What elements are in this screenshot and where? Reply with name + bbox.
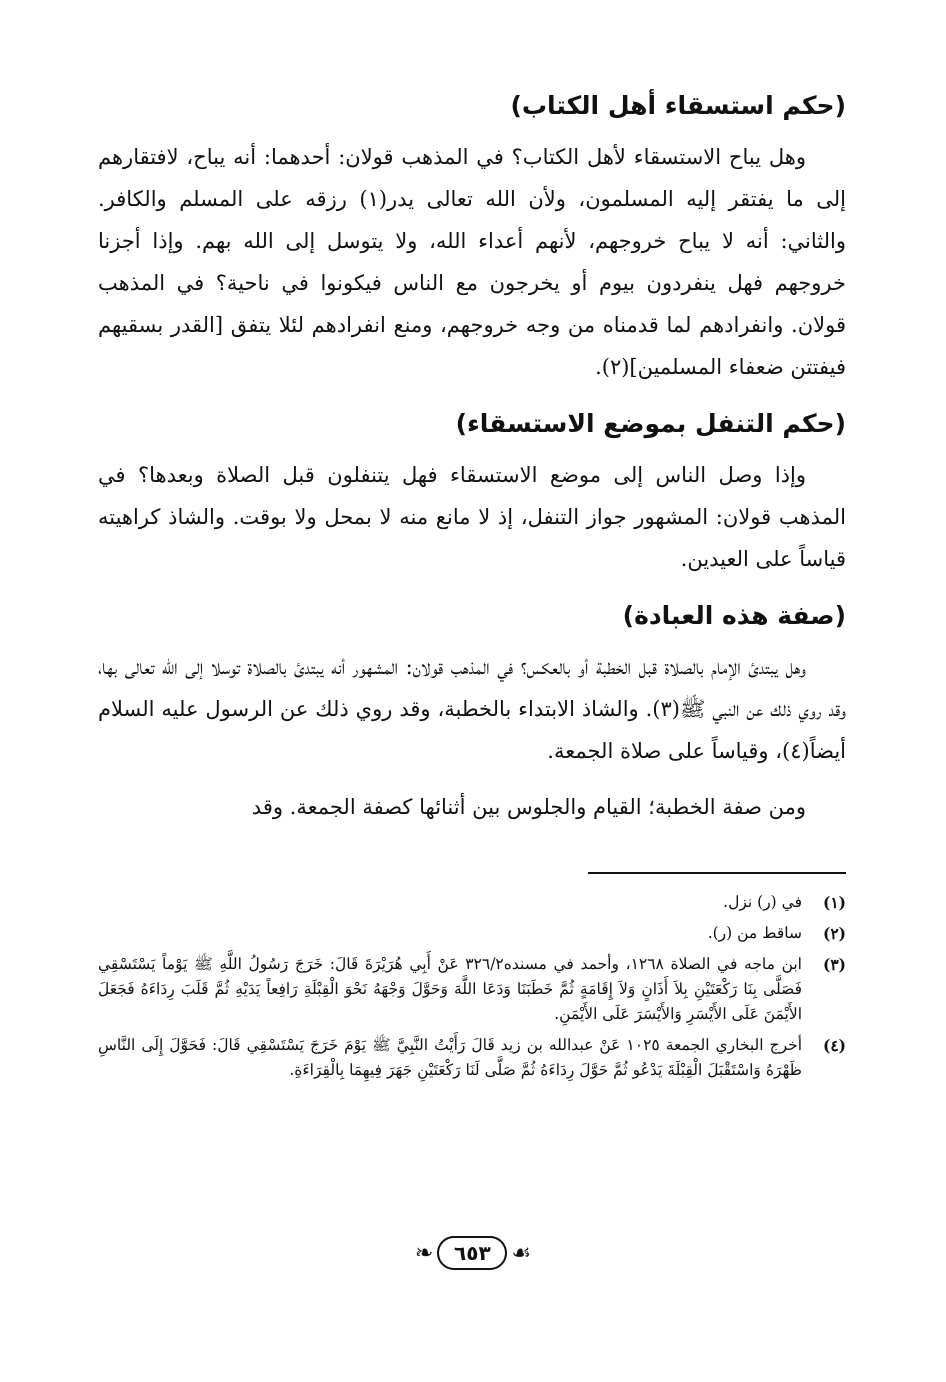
ornament-right-icon: ☙ [511, 1240, 532, 1266]
page-body [98, 84, 846, 1089]
footnote-text: ساقط من (ر). [707, 924, 802, 942]
footnotes [98, 890, 846, 1083]
footnote-number: (٢) [822, 924, 846, 943]
footnote-number: (١) [822, 893, 846, 912]
ornament-left-icon: ❧ [414, 1240, 434, 1266]
section-heading: (صفة هذه العبادة) [622, 601, 846, 630]
footnote [98, 952, 846, 1027]
section-heading: (حكم استسقاء أهل الكتاب) [510, 91, 846, 120]
footnote [98, 921, 846, 946]
footnote [98, 890, 846, 915]
page-number: ٦٥٣ [437, 1236, 507, 1270]
footnote [98, 1033, 846, 1083]
section-paragraph: وإذا وصل الناس إلى موضع الاستسقاء فهل يتنفلون قبل الصلاة وبعدها؟ في المذهب قولان: المشهور جواز التنفل، إذ لا مانع منه لا بمحل ولا بوقت. والشاذ كراهيته قياساً على العيدين. [98, 463, 846, 571]
section-tanaffal [98, 402, 846, 580]
section-heading: (حكم التنفل بموضع الاستسقاء) [455, 409, 846, 438]
section-paragraph: وهل يبتدئ الإمام بالصلاة قبل الخطبة أو بالعكس؟ في المذهب قولان: المشهور أنه يبتدئ بالصلاة توسلا إلى الله تعالى بها، وقد روي ذلك عن النبي ﷺ(٣). والشاذ الابتداء بالخطبة، وقد روي ذلك عن الرسول عليه السلام أيضاً(٤)، وقياساً على صلاة الجمعة. [98, 655, 846, 763]
footnote-number: (٣) [822, 955, 846, 974]
footnote-text: ابن ماجه في الصلاة ١٢٦٨، وأحمد في مسنده٣٢٦/٢ عَنْ أَبِي هُرَيْرَةَ قَالَ: خَرَجَ رَسُولُ اللَّهِ ﷺ يَوْماً يَسْتَسْقِي فَصَلَّى بِنَا رَكْعَتَيْنِ بِلاَ أَذَانٍ وَلاَ إِقَامَةٍ ثُمَّ خَطَبَنَا وَدَعَا اللَّهَ وَحَوَّلَ وَجْهَهُ نَحْوَ الْقِبْلَةِ رَافِعاً يَدَيْهِ ثُمَّ قَلَبَ رِدَاءَهُ فَجَعَلَ الأَيْمَنَ عَلَى الأَيْسَرِ وَالأَيْسَرَ عَلَى الأَيْمَنِ. [98, 955, 802, 1023]
footnote-text: في (ر) نزل. [723, 893, 802, 911]
footnote-number: (٤) [822, 1036, 846, 1055]
section-paragraph: وهل يباح الاستسقاء لأهل الكتاب؟ في المذهب قولان: أحدهما: أنه يباح، لافتقارهم إلى ما يفتقر إليه المسلمون، ولأن الله تعالى يدر(١) رزقه على المسلم والكافر. والثاني: أنه لا يباح خروجهم، لأنهم أعداء الله، ولا يتوسل إلى الله بهم. وإذا أجزنا خروجهم فهل ينفردون بيوم أو يخرجون مع الناس فيكونوا في ناحية؟ في المذهب قولان. وانفرادهم لما قدمناه من وجه خروجهم، ومنع انفرادهم لئلا يتفق [القدر بسقيهم فيفتتن ضعفاء المسلمين](٢). [98, 145, 846, 379]
footnote-text: أخرج البخاري الجمعة ١٠٢٥ عَنْ عبدالله بن زيد قَالَ رَأَيْتُ النَّبِيَّ ﷺ يَوْمَ خَرَجَ يَسْتَسْقِي قَالَ: فَحَوَّلَ إِلَى النَّاسِ ظَهْرَهُ وَاسْتَقْبَلَ الْقِبْلَةَ يَدْعُو ثُمَّ حَوَّلَ رِدَاءَهُ ثُمَّ صَلَّى لَنَا رَكْعَتَيْنِ جَهَرَ فِيهِمَا بِالْقِرَاءَةِ. [98, 1036, 803, 1079]
footnote-divider [588, 872, 846, 874]
page-number-ornament [0, 1236, 946, 1270]
continuation-line: ومن صفة الخطبة؛ القيام والجلوس بين أثنائها كصفة الجمعة. وقد [251, 795, 806, 819]
section-sifa [98, 594, 846, 772]
section-ahl-al-kitab [98, 84, 846, 388]
